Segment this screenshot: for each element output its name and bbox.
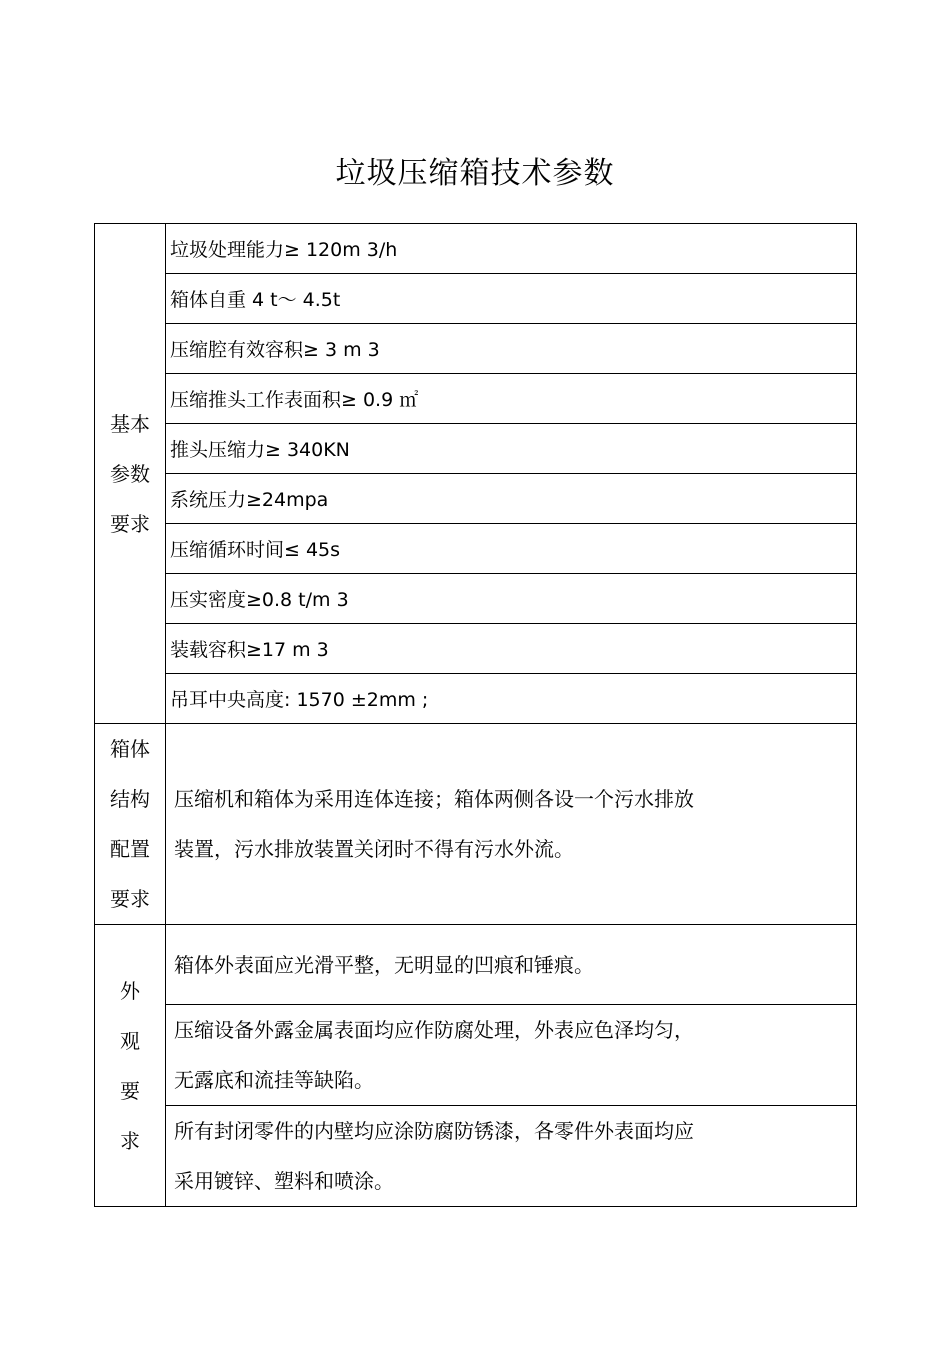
table-row — [95, 1005, 857, 1106]
category-label-line: 箱体 — [110, 737, 150, 761]
text-line: 采用镀锌、塑料和喷涂。 — [174, 1169, 394, 1193]
appearance-surface — [166, 925, 857, 1005]
table-row — [95, 474, 857, 524]
category-label-line: 要求 — [110, 887, 150, 911]
param-pusher-force: 推头压缩力≥ 340KN — [166, 424, 857, 474]
table-row — [95, 674, 857, 724]
table-row — [95, 1106, 857, 1207]
category-label-line: 要求 — [110, 511, 150, 536]
table-row — [95, 324, 857, 374]
text-line: 装置，污水排放装置关闭时不得有污水外流。 — [174, 837, 574, 861]
category-label-line: 求 — [120, 1128, 140, 1153]
appearance-anticorrosion — [166, 1005, 857, 1106]
param-cycle-time: 压缩循环时间≤ 45s — [166, 524, 857, 574]
text-line: 所有封闭零件的内壁均应涂防腐防锈漆，各零件外表面均应 — [174, 1119, 694, 1143]
category-structure — [95, 724, 166, 925]
category-label-line: 配置 — [110, 837, 150, 861]
text-line: 箱体外表面应光滑平整，无明显的凹痕和锤痕。 — [174, 952, 594, 977]
document-title: 垃圾压缩箱技术参数 — [335, 156, 615, 191]
text-line: 压缩设备外露金属表面均应作防腐处理，外表应色泽均匀， — [174, 1018, 694, 1042]
table-row — [95, 374, 857, 424]
param-lug-height: 吊耳中央高度: 1570 ±2mm ; — [166, 674, 857, 724]
param-pusher-area: 压缩推头工作表面积≥ 0.9 ㎡ — [166, 374, 857, 424]
category-basic-params — [95, 224, 166, 724]
category-label-line: 结构 — [110, 787, 150, 811]
category-label-line: 外 — [120, 978, 140, 1003]
category-label-line: 要 — [120, 1078, 140, 1103]
category-appearance — [95, 925, 166, 1207]
text-line: 压缩机和箱体为采用连体连接；箱体两侧各设一个污水排放 — [174, 787, 694, 811]
table-row — [95, 274, 857, 324]
param-processing-capacity: 垃圾处理能力≥ 120m 3/h — [166, 224, 857, 274]
category-label-line: 基本 — [110, 411, 150, 436]
table-row — [95, 925, 857, 1005]
text-line: 无露底和流挂等缺陷。 — [174, 1068, 374, 1092]
param-box-weight: 箱体自重 4 t～ 4.5t — [166, 274, 857, 324]
category-label-line: 观 — [120, 1028, 140, 1053]
category-label-line: 参数 — [110, 461, 150, 486]
param-compaction-density: 压实密度≥0.8 t/m 3 — [166, 574, 857, 624]
param-chamber-volume: 压缩腔有效容积≥ 3 m 3 — [166, 324, 857, 374]
table-row — [95, 724, 857, 925]
table-row — [95, 524, 857, 574]
structure-requirement — [166, 724, 857, 925]
table-row — [95, 224, 857, 274]
spec-table — [94, 223, 857, 1207]
appearance-coating — [166, 1106, 857, 1207]
param-system-pressure: 系统压力≥24mpa — [166, 474, 857, 524]
table-row — [95, 424, 857, 474]
table-row — [95, 624, 857, 674]
param-load-volume: 装载容积≥17 m 3 — [166, 624, 857, 674]
table-row — [95, 574, 857, 624]
